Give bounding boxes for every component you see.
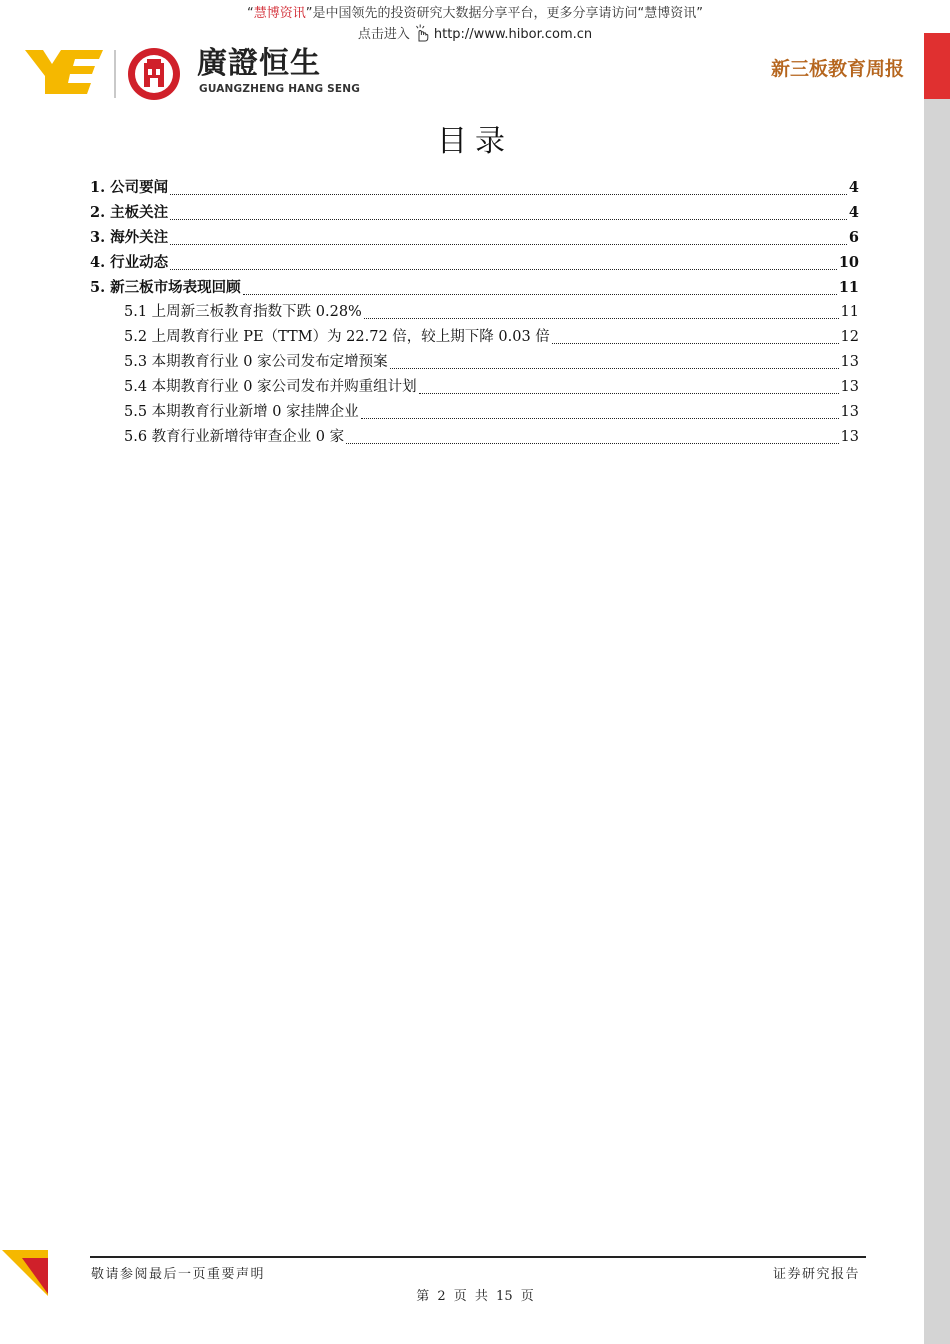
company-name-en: GUANGZHENG HANG SENG	[199, 83, 361, 95]
banner-link-row	[0, 24, 950, 46]
click-enter-label: 点击进入	[357, 27, 410, 42]
pointer-hand-icon	[412, 24, 432, 42]
toc-leader-dots	[364, 318, 839, 319]
toc-entry-label: 4. 行业动态	[90, 254, 169, 271]
toc-leader-dots	[361, 418, 839, 419]
toc-leader-dots	[419, 393, 839, 394]
toc-entry-page: 10	[838, 254, 859, 271]
toc-entry-label: 1. 公司要闻	[90, 179, 169, 196]
toc-entry[interactable]	[124, 426, 859, 448]
footer-report-label: 证券研究报告	[772, 1267, 860, 1282]
toc-entry-page: 13	[840, 404, 859, 420]
footer-disclaimer-note: 敬请参阅最后一页重要声明	[91, 1267, 266, 1282]
toc-entry[interactable]	[90, 177, 859, 199]
report-type-title: 新三板教育周报	[770, 58, 904, 80]
toc-leader-dots	[170, 194, 847, 195]
toc-leader-dots	[170, 269, 837, 270]
toc-entry-label: 5.3 本期教育行业 0 家公司发布定增预案	[124, 354, 388, 370]
toc-leader-dots	[170, 219, 847, 220]
toc-leader-dots	[552, 343, 839, 344]
banner-brand-name[interactable]: 慧博资讯	[253, 6, 306, 21]
toc-entry[interactable]	[124, 326, 859, 348]
toc-entry-page: 13	[840, 354, 859, 370]
toc-entry-page: 13	[840, 379, 859, 395]
toc-leader-dots	[243, 294, 837, 295]
side-accent-bar-grey	[924, 99, 950, 1344]
toc-entry-label: 5. 新三板市场表现回顾	[90, 279, 241, 296]
toc-entry[interactable]	[90, 277, 859, 299]
toc-leader-dots	[390, 368, 839, 369]
footer-rule	[90, 1256, 866, 1258]
toc-entry-page: 6	[848, 229, 859, 246]
toc-entry-page: 12	[840, 329, 859, 345]
toc-entry[interactable]	[124, 301, 859, 323]
ye-logo-icon	[25, 50, 103, 94]
toc-entry-label: 5.5 本期教育行业新增 0 家挂牌企业	[124, 404, 359, 420]
guangzheng-seal-icon	[127, 47, 181, 101]
toc-entry-label: 5.4 本期教育行业 0 家公司发布并购重组计划	[124, 379, 417, 395]
side-accent-bar-red	[924, 33, 950, 99]
toc-entry-page: 13	[840, 429, 859, 445]
toc-entry[interactable]	[90, 252, 859, 274]
toc-entry-label: 5.2 上周教育行业 PE（TTM）为 22.72 倍，较上期下降 0.03 倍	[124, 329, 550, 345]
toc-leader-dots	[346, 443, 838, 444]
toc-entry-page: 11	[838, 279, 859, 296]
toc-entry-page: 4	[848, 204, 859, 221]
toc-entry[interactable]	[124, 351, 859, 373]
footer-page-number: 第 2 页 共 15 页	[416, 1289, 534, 1304]
toc-entry-page: 4	[848, 179, 859, 196]
hibor-url-link[interactable]: http://www.hibor.com.cn	[433, 27, 593, 42]
toc-entry[interactable]	[124, 401, 859, 423]
toc-leader-dots	[170, 244, 847, 245]
toc-entry-label: 2. 主板关注	[90, 204, 169, 221]
toc-entry-label: 5.1 上周新三板教育指数下跌 0.28%	[124, 304, 362, 320]
toc-entry[interactable]	[90, 227, 859, 249]
banner-tagline: “慧博资讯”是中国领先的投资研究大数据分享平台，更多分享请访问“慧博资讯”	[246, 6, 703, 21]
toc-entry-label: 3. 海外关注	[90, 229, 169, 246]
company-name-cn: 廣證恒生	[197, 46, 321, 81]
toc-entry[interactable]	[124, 376, 859, 398]
banner-brand-name-2[interactable]: 慧博资讯	[644, 6, 697, 21]
toc-entry-label: 5.6 教育行业新增待审查企业 0 家	[124, 429, 345, 445]
toc-entry[interactable]	[90, 202, 859, 224]
top-banner	[0, 4, 950, 46]
toc-title: 目录	[437, 124, 513, 159]
logo-separator	[114, 50, 116, 98]
toc-entry-page: 11	[840, 304, 859, 320]
